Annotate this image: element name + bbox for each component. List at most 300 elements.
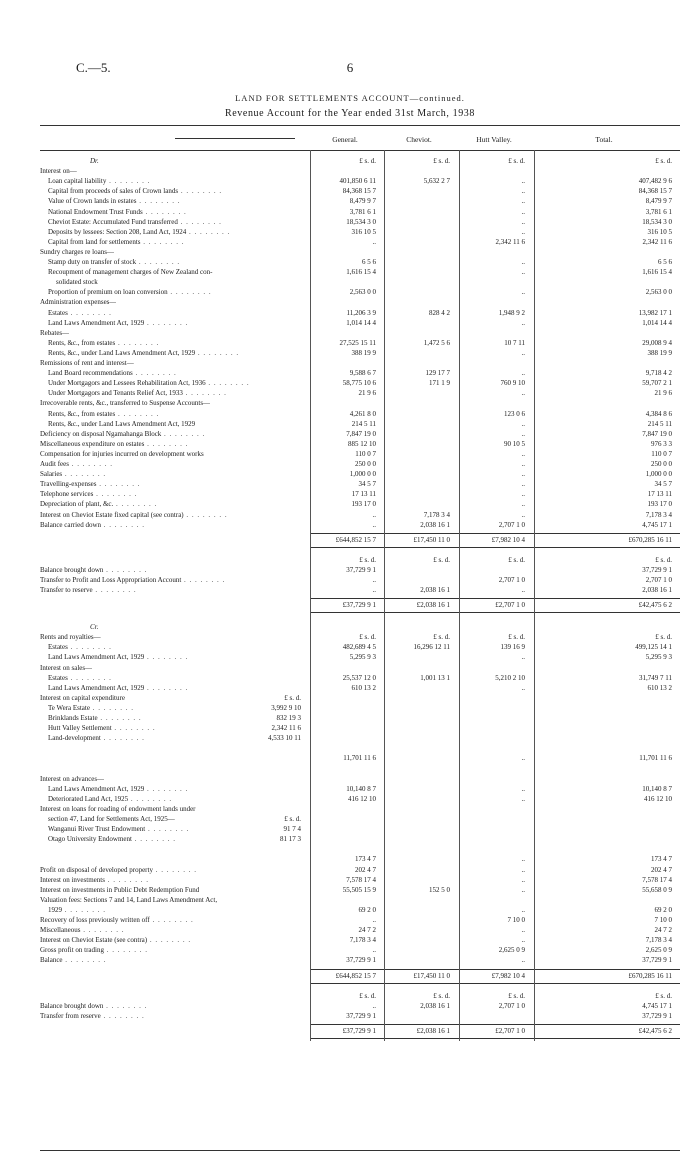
- leader-dots: . . . . . . . .: [147, 936, 192, 945]
- table-row: [40, 896, 680, 904]
- amount-cell: 6 5 6: [658, 258, 672, 266]
- leader-dots: . . . . . . . .: [115, 409, 160, 418]
- table-row: [40, 775, 680, 783]
- leader-dots: . . . . . . . .: [144, 439, 189, 448]
- amount-cell: 1,472 5 6: [423, 338, 450, 347]
- leader-dots: . . . . . . . .: [115, 338, 160, 347]
- table-row: [40, 765, 680, 773]
- sub-amount: 2,342 11 6: [271, 724, 301, 733]
- table-row: [40, 1002, 680, 1010]
- row-label: [48, 825, 189, 833]
- amount-cell: 7 10 0: [507, 916, 525, 924]
- table-row: [40, 926, 680, 934]
- row-label: [40, 926, 124, 934]
- row-label: [40, 946, 148, 954]
- row-label: [40, 866, 197, 874]
- row-label: [48, 238, 185, 246]
- leader-dots: . . . . . . . .: [181, 575, 226, 584]
- amount-cell: 7 10 0: [654, 916, 672, 924]
- table-row: [40, 674, 680, 682]
- amount-cell: 173 4 7: [651, 855, 672, 864]
- leader-dots: . . . . . . . .: [106, 177, 151, 186]
- amount-cell: 250 0 0: [651, 460, 672, 468]
- leader-dots: . . . . . . . .: [62, 956, 107, 965]
- table-row: [40, 177, 680, 185]
- row-label-text: Stamp duty on transfer of stock: [48, 258, 137, 266]
- table-row: [40, 298, 680, 306]
- amount-cell: ..: [521, 480, 525, 489]
- amount-cell: 610 13 2: [351, 683, 376, 692]
- table-row: [40, 845, 680, 853]
- row-label: [40, 664, 92, 672]
- row-label-text: Recovery of loss previously written off: [40, 916, 150, 924]
- row-label-text: Cr.: [90, 623, 99, 632]
- amount-cell: 885 12 10: [348, 439, 376, 448]
- amount-cell: 59,707 2 1: [642, 379, 672, 388]
- row-label: [40, 916, 194, 924]
- row-label: [48, 177, 150, 185]
- amount-cell: 10,140 8 7: [642, 784, 672, 793]
- amount-cell: 610 13 2: [647, 683, 672, 692]
- amount-cell: ..: [521, 875, 525, 884]
- leader-dots: . . . . . . . .: [89, 703, 134, 712]
- amount-cell: ..: [521, 754, 525, 763]
- sub-amount: 4,533 10 11: [268, 734, 301, 743]
- row-label: [40, 775, 104, 783]
- amount-cell: ..: [521, 217, 525, 226]
- row-label: [48, 643, 112, 651]
- row-label: [48, 674, 112, 682]
- row-label-text: Proportion of premium on loan conversion: [48, 288, 168, 297]
- amount-cell: ..: [521, 369, 525, 378]
- table-row: [40, 238, 680, 246]
- row-label-text: Sundry charges re loans—: [40, 247, 114, 256]
- total-cell: £7,982 10 4: [491, 535, 525, 544]
- row-label: [40, 450, 204, 458]
- table-row: [40, 430, 680, 438]
- amount-cell: 7,578 17 4: [346, 875, 376, 884]
- row-label: [40, 298, 116, 306]
- amount-cell: ..: [521, 258, 525, 266]
- leader-dots: . . . . . . . .: [101, 520, 146, 529]
- amount-cell: £ s. d.: [359, 633, 376, 642]
- row-label: [48, 835, 176, 843]
- amount-cell: 37,729 9 1: [346, 1011, 376, 1020]
- amount-cell: ..: [521, 510, 525, 519]
- total-rule: [310, 547, 680, 548]
- amount-cell: 2,707 1 0: [498, 1001, 525, 1010]
- footer-rule: [40, 1150, 680, 1151]
- amount-cell: ..: [521, 683, 525, 692]
- table-row: [40, 684, 680, 692]
- row-label: [48, 653, 188, 661]
- row-label-text: Land-development: [48, 734, 101, 743]
- table-row: [40, 956, 680, 964]
- amount-cell: 18,534 3 0: [346, 217, 376, 226]
- amount-cell: 2,038 16 1: [420, 586, 450, 594]
- amount-cell: 1,014 14 4: [642, 318, 672, 327]
- table-row: [40, 288, 680, 296]
- amount-cell: 7,578 17 4: [642, 875, 672, 884]
- amount-cell: 69 2 0: [358, 905, 376, 914]
- amount-cell: ..: [521, 227, 525, 236]
- amount-cell: 388 19 9: [647, 348, 672, 357]
- amount-cell: ..: [521, 855, 525, 864]
- amount-cell: £ s. d.: [359, 991, 376, 1000]
- table-row: [40, 329, 680, 337]
- amount-cell: ..: [372, 1001, 376, 1010]
- amount-cell: ..: [521, 429, 525, 438]
- row-label-text: Otago University Endowment: [48, 835, 132, 844]
- amount-cell: £ s. d.: [433, 157, 450, 165]
- amount-cell: ..: [521, 268, 525, 277]
- table-row: [40, 992, 680, 1000]
- leader-dots: . . . . . . . .: [128, 794, 173, 803]
- col-head-cheviot: Cheviot.: [406, 135, 432, 144]
- amount-cell: 13,982 17 1: [638, 308, 672, 317]
- row-label: [40, 1002, 147, 1010]
- table-row: [40, 825, 680, 833]
- table-row: [40, 500, 680, 508]
- amount-cell: £ s. d.: [655, 991, 672, 1000]
- row-label-text: Under Mortgagors and Tenants Relief Act, 1933: [48, 389, 183, 398]
- row-label: [40, 490, 137, 498]
- amount-cell: 4,745 17 1: [642, 520, 672, 529]
- row-label-text: Rebates—: [40, 328, 70, 337]
- table-row: [40, 835, 680, 843]
- total-cell: £670,285 16 11: [628, 971, 672, 980]
- amount-cell: ..: [521, 905, 525, 914]
- table-row: [40, 480, 680, 488]
- row-label: [48, 349, 239, 357]
- total-cell: £2,707 1 0: [495, 601, 525, 610]
- amount-cell: 202 4 7: [651, 865, 672, 874]
- amount-cell: 482,689 4 5: [342, 643, 376, 652]
- row-label-text: Balance carried down: [40, 520, 102, 529]
- col-head-general: General.: [332, 135, 358, 144]
- row-label: [40, 694, 125, 702]
- row-label: [48, 258, 180, 266]
- amount-cell: 193 17 0: [647, 500, 672, 509]
- amount-cell: ..: [521, 794, 525, 803]
- amount-cell: 110 0 7: [651, 449, 672, 458]
- table-row: [40, 460, 680, 468]
- amount-cell: 84,368 15 7: [638, 187, 672, 196]
- leader-dots: . . . . . . . .: [103, 946, 148, 955]
- amount-cell: £ s. d.: [359, 555, 376, 564]
- leader-dots: . . . . . . . .: [177, 217, 222, 226]
- row-label-text: Salaries: [40, 470, 63, 479]
- row-label: [40, 886, 199, 894]
- row-label: [48, 309, 112, 317]
- row-label-text: Interest on Cheviot Estate fixed capital (see contra): [40, 510, 184, 519]
- amount-cell: 1,000 0 0: [645, 470, 672, 479]
- row-label: [40, 1012, 145, 1020]
- amount-cell: 760 9 10: [500, 379, 525, 388]
- page-title: LAND FOR SETTLEMENTS ACCOUNT—continued.: [235, 93, 465, 103]
- row-label-text: Deposits by lessees: Section 208, Land Act, 1924: [48, 227, 187, 236]
- table-row: [40, 815, 680, 823]
- table-row: [40, 490, 680, 498]
- amount-cell: ..: [521, 586, 525, 594]
- amount-cell: £ s. d.: [433, 555, 450, 564]
- table-row: [40, 349, 680, 357]
- amount-cell: 416 12 10: [348, 794, 376, 803]
- leader-dots: . . . . . . . .: [178, 187, 223, 196]
- amount-cell: 55,658 0 9: [642, 885, 672, 894]
- leader-dots: . . . . . . . .: [186, 227, 231, 236]
- table-row: [40, 906, 680, 914]
- leader-dots: . . . . . . . .: [113, 500, 158, 509]
- amount-cell: ..: [521, 419, 525, 428]
- row-label-text: Loan capital liability: [48, 177, 107, 186]
- total-row: [40, 601, 680, 609]
- row-label-text: Estates: [48, 308, 68, 317]
- amount-cell: 37,729 9 1: [642, 565, 672, 574]
- table-row: [40, 946, 680, 954]
- leader-dots: . . . . . . . .: [62, 470, 107, 479]
- amount-cell: 3,781 6 1: [349, 207, 376, 216]
- amount-cell: ..: [521, 348, 525, 357]
- row-label: [40, 576, 225, 584]
- row-label-text: Rents, &c., from estates: [48, 409, 116, 418]
- amount-cell: 84,368 15 7: [342, 187, 376, 196]
- row-label-text: Administration expenses—: [40, 298, 117, 307]
- row-label-text: Travelling-expenses: [40, 480, 97, 489]
- amount-cell: ..: [372, 946, 376, 955]
- total-rule: [310, 969, 680, 970]
- amount-cell: ..: [372, 520, 376, 529]
- amount-cell: 1,014 14 4: [346, 318, 376, 327]
- row-label-text: Transfer to reserve: [40, 586, 93, 594]
- amount-cell: £ s. d.: [508, 991, 525, 1000]
- leader-dots: . . . . . . . .: [140, 237, 185, 246]
- amount-cell: 2,038 16 1: [642, 586, 672, 594]
- amount-cell: 1,001 13 1: [420, 673, 450, 682]
- leader-dots: . . . . . . . .: [104, 875, 149, 884]
- row-label: [48, 379, 250, 387]
- total-rule: [310, 533, 680, 534]
- page-subtitle: Revenue Account for the Year ended 31st March, 1938: [225, 108, 475, 119]
- table-row: [40, 785, 680, 793]
- row-label-text: Under Mortgagors and Lessees Rehabilitation Act, 1936: [48, 379, 206, 388]
- total-rule: [310, 598, 680, 599]
- table-row: [40, 470, 680, 478]
- amount-cell: 37,729 9 1: [346, 956, 376, 965]
- amount-cell: ..: [521, 926, 525, 935]
- table-row: [40, 521, 680, 529]
- leader-dots: . . . . . . . .: [103, 565, 148, 574]
- row-label: [40, 511, 228, 519]
- amount-cell: 18,534 3 0: [642, 217, 672, 226]
- table-row: [40, 248, 680, 256]
- amount-cell: 7,847 19 0: [346, 429, 376, 438]
- table-row: [40, 278, 680, 286]
- amount-cell: 828 4 2: [429, 308, 450, 317]
- sub-amount: 81 17 3: [280, 835, 301, 844]
- amount-cell: 55,505 15 9: [342, 885, 376, 894]
- row-label: [48, 218, 222, 226]
- sub-amount: 91 7 4: [283, 825, 301, 834]
- amount-cell: ..: [372, 916, 376, 924]
- amount-cell: 69 2 0: [654, 905, 672, 914]
- amount-cell: £ s. d.: [655, 633, 672, 642]
- table-row: [40, 167, 680, 175]
- table-row: [40, 1012, 680, 1020]
- amount-cell: ..: [521, 956, 525, 965]
- amount-cell: 976 3 3: [651, 439, 672, 448]
- leader-dots: . . . . . . . .: [67, 643, 112, 652]
- row-label: [48, 319, 188, 327]
- row-label-text: Irrecoverable rents, &c., transferred to Suspense Accounts—: [40, 399, 211, 408]
- column-divider: [534, 150, 535, 1041]
- total-cell: £17,450 11 0: [413, 535, 450, 544]
- leader-dots: . . . . . . . .: [80, 926, 125, 935]
- amount-cell: ..: [521, 490, 525, 499]
- row-label: [40, 430, 205, 438]
- table-row: [40, 450, 680, 458]
- table-row: [40, 359, 680, 367]
- row-label: [40, 399, 210, 407]
- total-rule: [310, 983, 680, 984]
- table-row: [40, 623, 680, 631]
- row-label-text: Remissions of rent and interest—: [40, 359, 134, 367]
- table-row: [40, 410, 680, 418]
- leader-dots: . . . . . . . .: [195, 348, 240, 357]
- amount-cell: ..: [521, 460, 525, 468]
- amount-cell: 24 7 2: [654, 926, 672, 935]
- row-label-text: section 47, Land for Settlements Act, 1925—: [48, 815, 175, 823]
- table-row: [40, 258, 680, 266]
- leader-dots: . . . . . . . .: [96, 480, 141, 489]
- row-label-text: Value of Crown lands in estates: [48, 197, 137, 206]
- table-row: [40, 734, 680, 742]
- amount-cell: 8,479 9 7: [349, 197, 376, 206]
- amount-cell: 6 5 6: [362, 258, 376, 266]
- amount-cell: 21 9 6: [654, 389, 672, 398]
- row-label: [40, 521, 145, 529]
- total-rule: [310, 612, 680, 613]
- page-number: 6: [346, 60, 354, 75]
- row-label: [40, 936, 191, 944]
- row-label-text: Land Laws Amendment Act, 1929: [48, 653, 145, 662]
- row-label: [56, 278, 98, 286]
- row-label: [48, 795, 172, 803]
- row-label-text: Brinklands Estate: [48, 714, 98, 722]
- row-label-text: Interest on Cheviot Estate (see contra): [40, 936, 148, 945]
- amount-cell: 401,850 6 11: [339, 177, 376, 186]
- amount-cell: 139 16 9: [500, 643, 525, 652]
- table-row: [40, 664, 680, 672]
- amount-cell: 9,588 6 7: [349, 369, 376, 378]
- row-label: [48, 389, 227, 397]
- leader-dots: . . . . . . . .: [68, 460, 113, 468]
- table-row: [40, 556, 680, 564]
- row-label-text: Miscellaneous: [40, 926, 81, 935]
- amount-cell: ..: [521, 449, 525, 458]
- amount-cell: 16,296 12 11: [413, 643, 450, 652]
- amount-cell: 37,729 9 1: [346, 565, 376, 574]
- amount-cell: 152 5 0: [429, 885, 450, 894]
- amount-cell: 214 5 11: [351, 419, 376, 428]
- table-row: [40, 197, 680, 205]
- amount-cell: 58,775 10 6: [342, 379, 376, 388]
- leader-dots: . . . . . . . .: [67, 308, 112, 317]
- amount-cell: £ s. d.: [655, 157, 672, 165]
- amount-cell: 2,342 11 6: [495, 237, 525, 246]
- row-label: [48, 369, 177, 377]
- leader-dots: . . . . . . . .: [182, 389, 227, 398]
- amount-cell: ..: [521, 318, 525, 327]
- amount-cell: £ s. d.: [508, 633, 525, 642]
- column-divider: [384, 150, 385, 1041]
- amount-cell: £ s. d.: [433, 633, 450, 642]
- row-label: [48, 410, 159, 418]
- row-label-text: Transfer from reserve: [40, 1011, 101, 1020]
- header-rule-bottom: [40, 150, 680, 151]
- amount-cell: 7,178 3 4: [423, 510, 450, 519]
- row-label-text: Dr.: [90, 157, 99, 165]
- row-label-text: Transfer to Profit and Loss Appropriation Account: [40, 575, 182, 584]
- amount-cell: 27,525 15 11: [339, 338, 376, 347]
- table-row: [40, 866, 680, 874]
- table-row: [40, 157, 680, 165]
- amount-cell: 11,701 11 6: [343, 754, 376, 763]
- leader-dots: . . . . . . . .: [67, 673, 112, 682]
- table-row: [40, 653, 680, 661]
- amount-cell: 11,206 3 9: [346, 308, 376, 317]
- amount-cell: 416 12 10: [644, 794, 672, 803]
- amount-cell: 2,707 1 0: [498, 575, 525, 584]
- total-cell: £42,475 6 2: [638, 601, 672, 610]
- table-row: [40, 704, 680, 712]
- amount-cell: 2,625 0 9: [645, 946, 672, 955]
- leader-dots: . . . . . . . .: [136, 258, 181, 266]
- table-row: [40, 714, 680, 722]
- row-label-text: Estates: [48, 643, 68, 652]
- total-cell: £7,982 10 4: [491, 971, 525, 980]
- amount-cell: 2,563 0 0: [645, 288, 672, 297]
- row-label-text: Estates: [48, 673, 68, 682]
- row-label: [48, 420, 195, 428]
- amount-cell: ..: [521, 389, 525, 398]
- table-row: [40, 511, 680, 519]
- leader-dots: . . . . . . . .: [152, 865, 197, 874]
- amount-cell: 4,745 17 1: [642, 1001, 672, 1010]
- amount-cell: 2,038 16 1: [420, 1001, 450, 1010]
- amount-cell: ..: [521, 288, 525, 297]
- amount-cell: 8,479 9 7: [645, 197, 672, 206]
- amount-cell: 2,342 11 6: [642, 237, 672, 246]
- leader-dots: . . . . . . . .: [136, 197, 181, 206]
- row-label-text: Rents, &c., under Land Laws Amendment Act, 1929: [48, 348, 196, 357]
- amount-cell: 2,625 0 9: [498, 946, 525, 955]
- total-row: [40, 972, 680, 980]
- row-label-text: Balance: [40, 956, 63, 965]
- page-code: C.—5.: [76, 60, 111, 75]
- table-row: [40, 566, 680, 574]
- amount-cell: ..: [521, 653, 525, 662]
- table-row: [40, 399, 680, 407]
- row-label-text: Land Laws Amendment Act, 1929: [48, 318, 145, 327]
- row-label-text: Deficiency on disposal Ngamahanga Block: [40, 429, 162, 438]
- total-cell: £2,038 16 1: [416, 1026, 450, 1035]
- total-cell: £644,852 15 7: [335, 971, 376, 980]
- row-label: [40, 460, 113, 468]
- amount-cell: ..: [521, 865, 525, 874]
- amount-cell: 250 0 0: [355, 460, 376, 468]
- amount-cell: £ s. d.: [508, 555, 525, 564]
